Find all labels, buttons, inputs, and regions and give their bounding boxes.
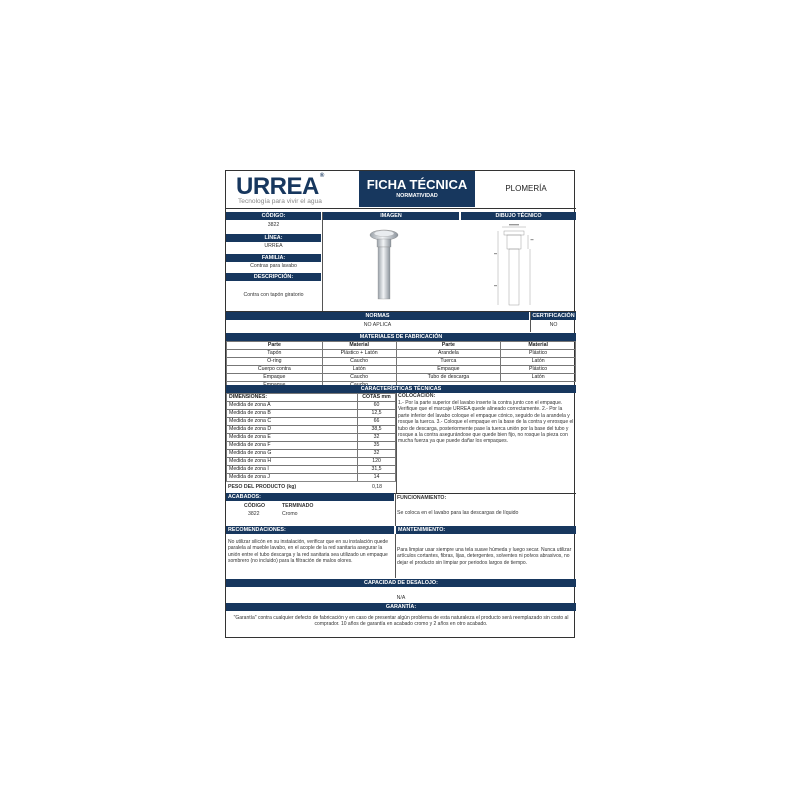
operation-label: FUNCIONAMIENTO:	[397, 495, 447, 501]
norms-value: NO APLICA	[363, 322, 392, 328]
warranty-label: GARANTÍA:	[226, 603, 576, 611]
technical-drawing	[494, 223, 534, 307]
norms-label: NORMAS	[226, 312, 529, 320]
maintenance-label: MANTENIMIENTO:	[396, 526, 576, 534]
table-row: Empaque Caucho Tubo de descarga Latón	[227, 374, 576, 382]
warranty-text: "Garantía" contra cualquier defecto de fabricación y en caso de presentar algún problema de esta naturaleza el producto será reemplazado sin costo al comprador. 10 años de garantía en acabado cromo y 2 años en otro acabado.	[233, 615, 569, 628]
finishes-label: ACABADOS:	[226, 493, 394, 501]
code-value: 3822	[267, 222, 280, 228]
finish-code: 3822	[248, 511, 260, 517]
brand-tagline: Tecnología para vivir el agua	[238, 198, 322, 205]
description-value: Contra con tapón giratorio	[243, 292, 304, 298]
technical-sheet	[225, 170, 575, 638]
divider	[226, 208, 576, 209]
finish-name: Cromo	[282, 511, 298, 517]
table-row: Cuerpo contra Latón Empaque Plástico	[227, 366, 576, 374]
line-value: URREA	[264, 243, 283, 249]
header-title-box	[359, 171, 475, 207]
table-row: Medida de zona J 14	[227, 474, 396, 482]
capacity-label: CAPACIDAD DE DESALOJO:	[226, 579, 576, 587]
table-row: Medida de zona D 38,5	[227, 426, 396, 434]
recommendations-label: RECOMENDACIONES:	[226, 526, 394, 534]
table-row: Medida de zona F 35	[227, 442, 396, 450]
table-row: Medida de zona I 31,5	[227, 466, 396, 474]
product-category: PLOMERÍA	[505, 184, 547, 193]
materials-table	[226, 341, 576, 390]
table-row: Medida de zona E 32	[227, 434, 396, 442]
product-photo	[369, 228, 399, 300]
table-header-row: Parte Material Parte Material	[227, 342, 576, 350]
table-row: Medida de zona H 120	[227, 458, 396, 466]
image-label: IMAGEN	[323, 212, 459, 220]
table-row: Medida de zona G 32	[227, 450, 396, 458]
brand-name: URREA	[236, 173, 319, 200]
page-title: FICHA TÉCNICA	[366, 177, 468, 192]
placement-label: COLOCACIÓN:	[398, 393, 436, 399]
description-label: DESCRIPCIÓN:	[226, 273, 321, 281]
code-label: CÓDIGO:	[226, 212, 321, 220]
page-subtitle: NORMATIVIDAD	[396, 193, 438, 199]
certification-value: NO	[549, 322, 558, 328]
weight-label: PESO DEL PRODUCTO (kg)	[228, 484, 297, 490]
table-row: Medida de zona B 12,5	[227, 410, 396, 418]
table-row: O-ring Caucho Tuerca Latón	[227, 358, 576, 366]
family-label: FAMILIA:	[226, 254, 321, 262]
line-label: LÍNEA:	[226, 234, 321, 242]
operation-text: Se coloca en el lavabo para las descargas de líquido	[397, 510, 519, 516]
technical-title: CARACTERÍSTICAS TÉCNICAS	[226, 385, 576, 393]
table-row: Medida de zona C 66	[227, 418, 396, 426]
brand-logo: URREA®	[236, 173, 324, 200]
table-row: Tapón Plástico + Latón Arandela Plástico	[227, 350, 576, 358]
table-header-row: DIMENSIONES: COTAS mm	[227, 394, 396, 402]
finish-code-header: CÓDIGO	[244, 503, 266, 509]
recommendations-text: No utilizar silicón en su instalación, verificar que en su instalación quede paralela al mueble lavabo, en el acople de la red sanitaria asegurar la unión entre el tubo descarga y la red sanitaria sea utilizado un empaque sombrero (no incluido) para la filtración de malos olores.	[228, 539, 389, 565]
weight-value: 0,18	[371, 484, 383, 490]
certification-label: CERTIFICACIÓN	[532, 313, 575, 319]
family-value: Contras para lavabo	[250, 263, 297, 269]
dimensions-table	[226, 393, 396, 482]
placement-text: 1.- Por la parte superior del lavabo inserte la contra junto con el empaque. Verifique que el marcaje URREA quede alineado correctamente. 2.- Por la parte inferior del lavabo coloque el empaque cónico, seguido de la arandela y rosque la tuerca. 3.- Coloque el empaque en la base de la contra y enrosque el tubo de descarga, posteriormente pase la tuerca unión por la base del tubo y rosque a la contra asegurándose que quede bien fijo, no rosque la pieza con mucha fuerza ya que puede dañar los empaques.	[398, 400, 574, 445]
materials-title: MATERIALES DE FABRICACIÓN	[226, 333, 576, 341]
drawing-label: DIBUJO TÉCNICO	[461, 212, 576, 220]
finish-name-header: TERMINADO	[282, 503, 314, 509]
table-row: Medida de zona A 60	[227, 402, 396, 410]
maintenance-text: Para limpiar usar siempre una tela suave húmeda y luego secar. Nunca utilizar artículos cortantes, fibras, lijas, detergentes, solventes ni polvos abrasivos, no dejar el producto sin limpiar por periodos largos de tiempo.	[397, 547, 572, 566]
capacity-value: N/A	[396, 595, 406, 601]
